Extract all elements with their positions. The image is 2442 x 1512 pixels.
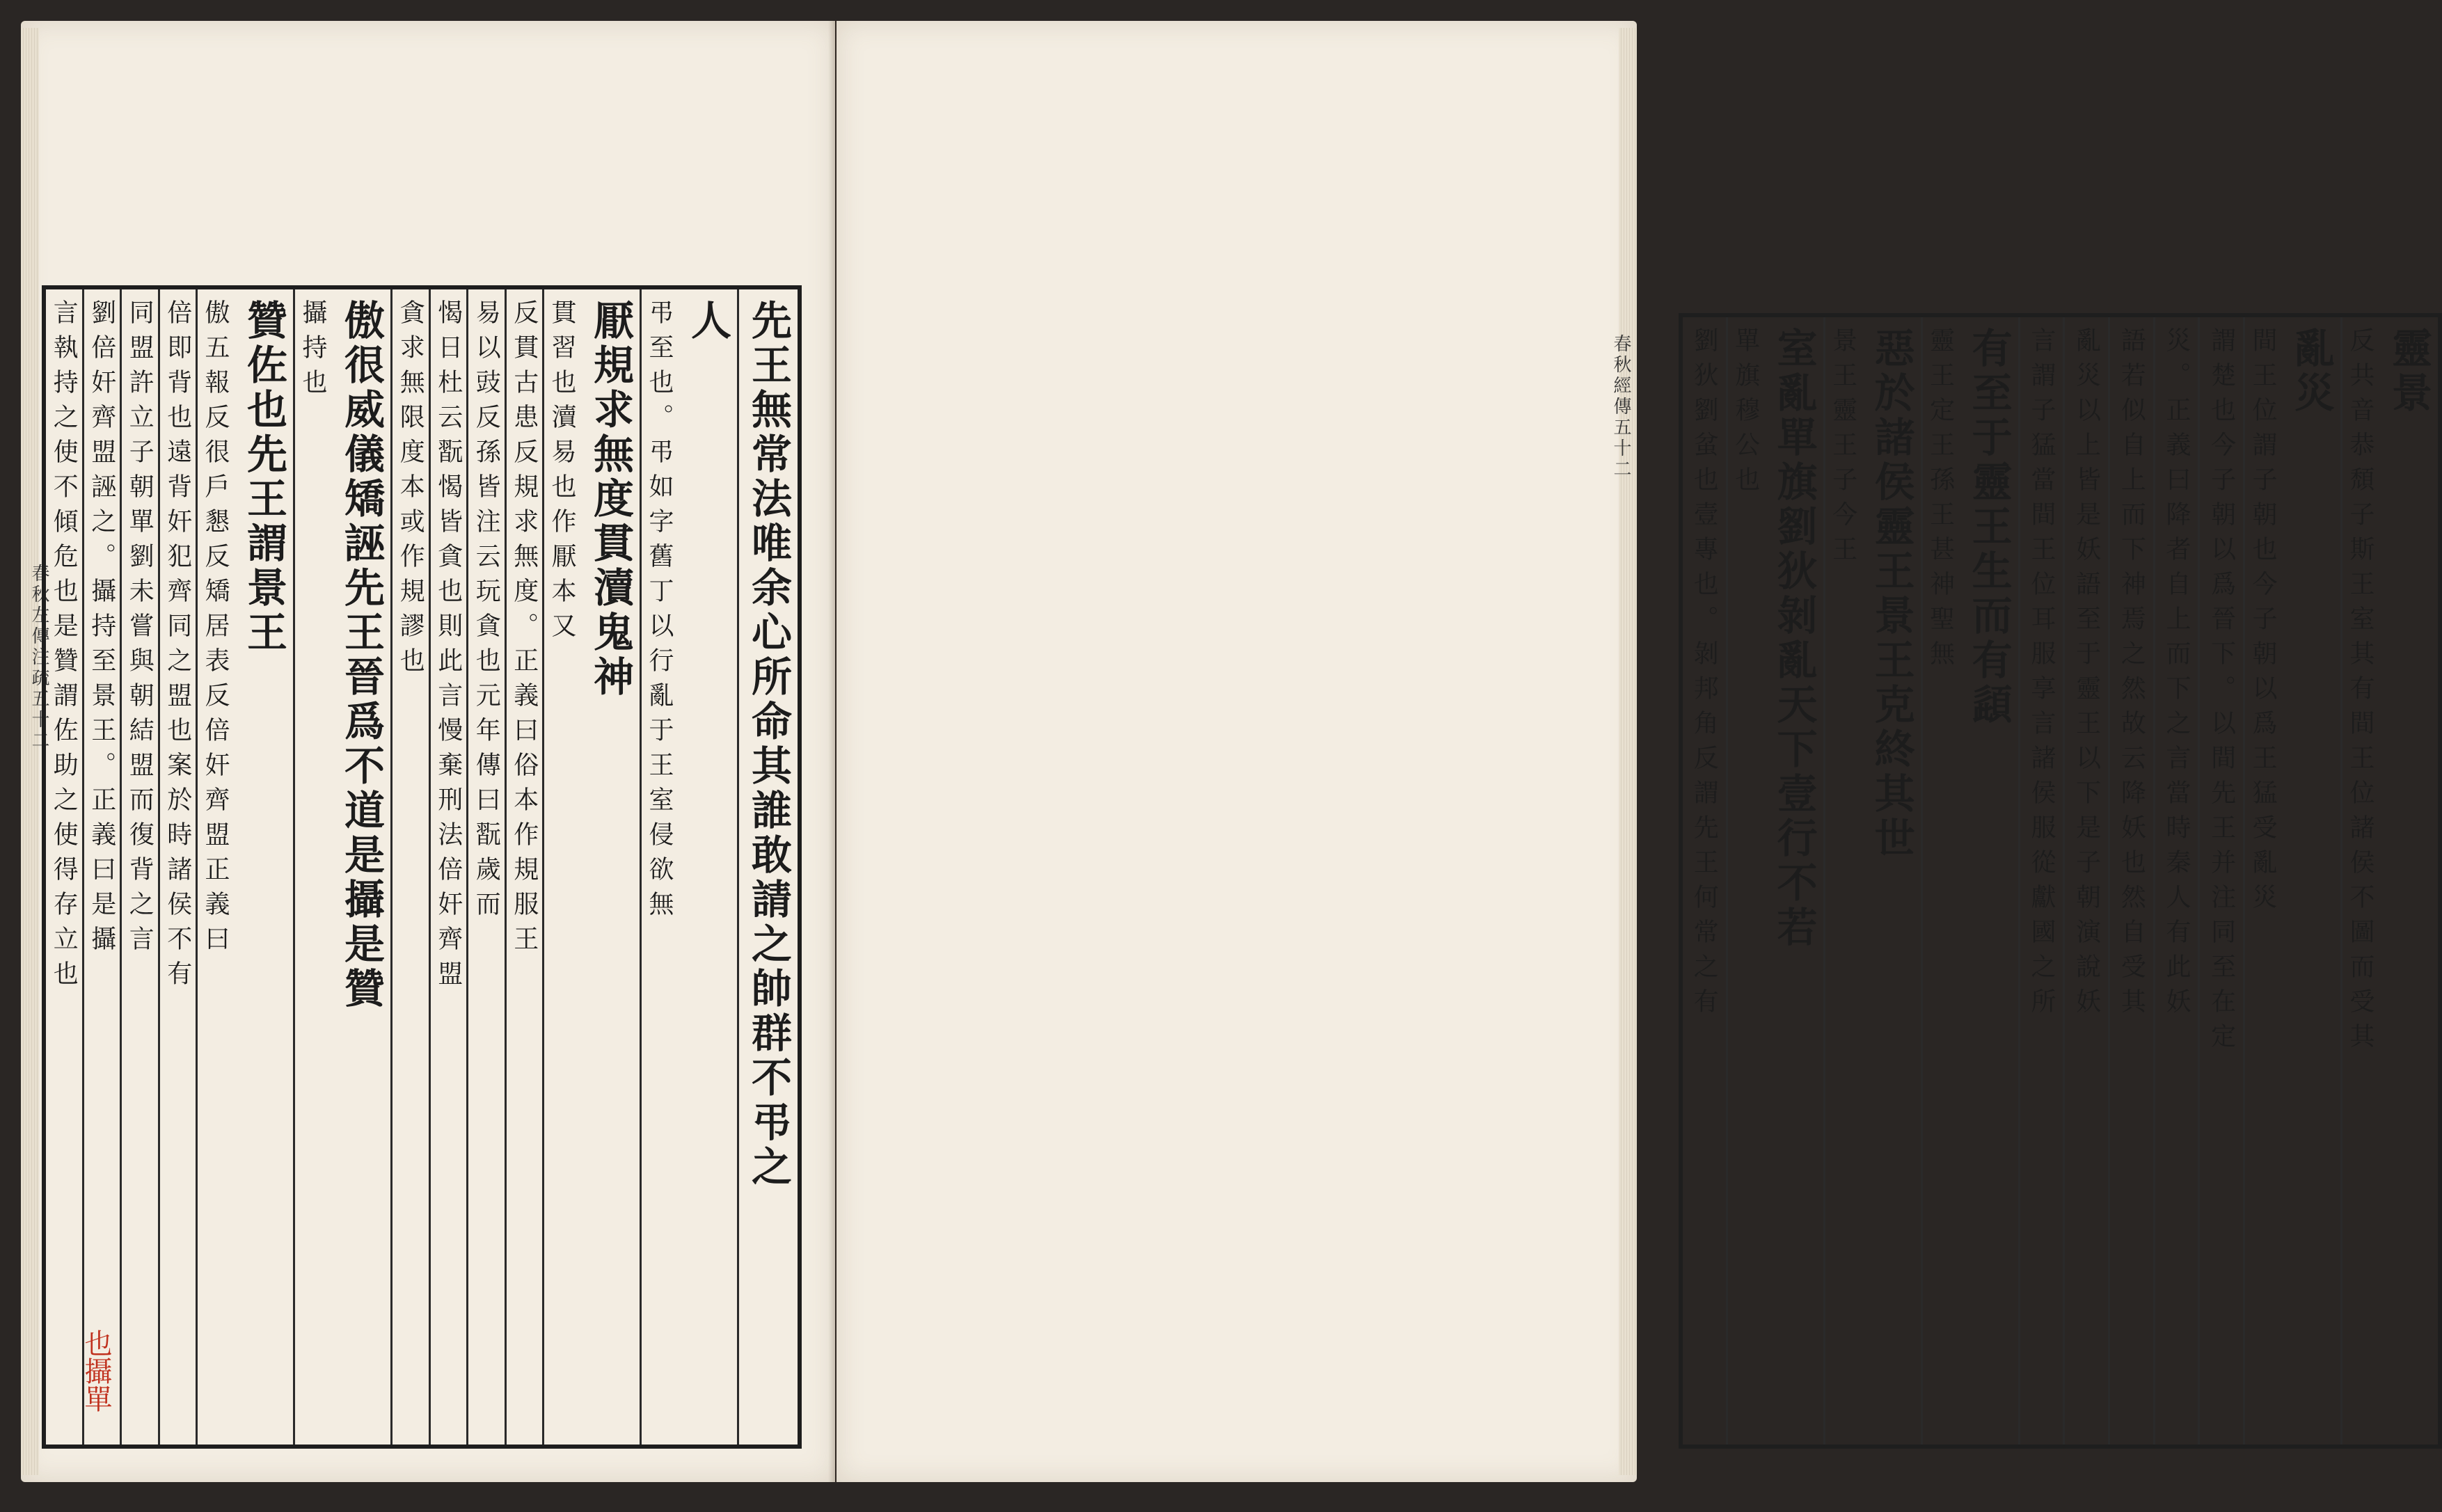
text-column (2198, 317, 2243, 1445)
commentary-text: 語若似自上而下神焉之然故云降妖也然自受其 (2117, 327, 2146, 1023)
right-page (837, 21, 2432, 1482)
left-margin-title: 春秋左傳注疏五十二 (29, 564, 49, 751)
text-column (46, 289, 82, 1445)
text-column (82, 289, 120, 1445)
commentary-text: 倍即背也遠背奸犯齊同之盟也案於時諸侯不有 (163, 299, 192, 995)
main-text: 傲很威儀矯誣先王晉爲不道是攝是贊 (338, 299, 385, 1012)
left-fore-edge (21, 28, 39, 1475)
commentary-text: 反共音恭頹子斯王室其有間王位諸侯不圖而受其 (2346, 327, 2374, 1058)
main-text: 靈景 (2385, 327, 2432, 416)
text-column (196, 289, 293, 1445)
commentary-text: 景王靈王子今王 (1828, 327, 1857, 571)
commentary-text: 貫習也瀆易也作厭本又 (548, 299, 576, 647)
main-text: 厭規求無度貫瀆鬼神 (587, 299, 634, 700)
main-text: 有至于靈王生而有頿 (1965, 327, 2013, 728)
text-column (2243, 317, 2340, 1445)
text-column (2018, 317, 2063, 1445)
commentary-text: 間王位謂子朝也今子朝以爲王猛受亂災 (2249, 327, 2277, 918)
right-margin-title: 春秋經傳五十二 (1610, 334, 1631, 480)
commentary-text: 弔至也。弔如字舊丁以行亂于王室侵欲無 (645, 299, 674, 925)
text-column (1823, 317, 1921, 1445)
text-column (429, 289, 467, 1445)
right-text-frame (1679, 313, 2442, 1449)
commentary-text: 言謂子猛當間王位耳服享言諸侯服從獻國之所 (2027, 327, 2056, 1023)
text-column (2108, 317, 2153, 1445)
main-text: 先王無常法唯余心所命其誰敢請之帥群不弔之 (745, 299, 792, 1190)
commentary-text: 言執持之使不傾危也是贊謂佐助之使得存立也 (49, 299, 79, 995)
text-column (2340, 317, 2438, 1445)
text-column (1921, 317, 2018, 1445)
text-column (640, 289, 737, 1445)
left-page (21, 21, 835, 1482)
text-column (542, 289, 640, 1445)
text-column (158, 289, 196, 1445)
commentary-text: 傲五報反很戶懇反矯居表反倍奸齊盟正義曰 (201, 299, 230, 960)
commentary-text: 劉倍奸齊盟誣之。攝持至景王。正義曰是攝 (87, 299, 116, 960)
commentary-text: 亂災以上皆是妖語至于靈王以下是子朝演說妖 (2072, 327, 2101, 1023)
text-column (293, 289, 390, 1445)
commentary-text: 易以豉反孫皆注云玩貪也元年傳曰翫歲而 (472, 299, 501, 925)
commentary-text: 劉狄劉蚠也壹專也。剝邦角反謂先王何常之有 (1690, 327, 1719, 1023)
text-column (466, 289, 505, 1445)
main-text: 人 (684, 299, 731, 344)
commentary-text: 單旗穆公也 (1731, 327, 1760, 501)
text-column (390, 289, 429, 1445)
main-text: 亂災 (2288, 327, 2335, 416)
text-column (120, 289, 158, 1445)
text-column (1683, 317, 1726, 1445)
left-text-frame (42, 285, 802, 1449)
commentary-text: 謂楚也今子朝以爲晉下。以間先王并注同至在定 (2207, 327, 2236, 1058)
right-fore-edge (1619, 28, 1637, 1475)
commentary-text: 災。正義曰降者自上而下之言當時秦人有此妖 (2162, 327, 2191, 1023)
red-annotation: 也攝單 (80, 1329, 112, 1412)
text-column (2153, 317, 2198, 1445)
commentary-text: 反貫古患反規求無度。正義曰俗本作規服王 (509, 299, 539, 960)
text-column (1726, 317, 1823, 1445)
commentary-text: 同盟許立子朝單劉未嘗與朝結盟而復背之言 (125, 299, 154, 960)
open-book (21, 21, 2432, 1503)
commentary-text: 攝持也 (299, 299, 327, 404)
commentary-text: 靈王定王孫王甚神聖無 (1926, 327, 1955, 675)
main-text: 贊佐也先王謂景王 (240, 299, 287, 655)
commentary-text: 愒日杜云翫愒皆貪也則此言慢棄刑法倍奸齊盟 (434, 299, 463, 995)
main-text: 室亂單旗劉狄剝亂天下壹行不若 (1770, 327, 1818, 950)
main-text: 惡於諸侯靈王景王克終其世 (1867, 327, 1915, 861)
text-column (505, 289, 543, 1445)
text-column (737, 289, 798, 1445)
commentary-text: 貪求無限度本或作規謬也 (396, 299, 425, 682)
text-column (2063, 317, 2108, 1445)
